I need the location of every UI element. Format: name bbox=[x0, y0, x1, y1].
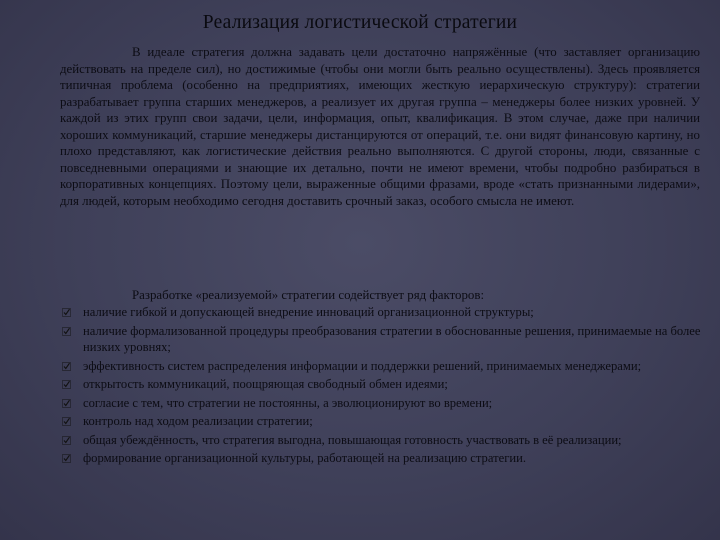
dotted-box-checkmark-icon bbox=[62, 327, 71, 336]
list-item bbox=[62, 358, 702, 375]
factor-text: наличие формализованной процедуры преобразования стратегии в обоснованные решения, принимаемые на более низких уровнях; bbox=[83, 323, 701, 354]
dotted-box-checkmark-icon bbox=[62, 362, 71, 371]
factor-text: эффективность систем распределения информации и поддержки решений, принимаемых менеджерами; bbox=[83, 358, 642, 373]
list-item bbox=[62, 450, 702, 467]
list-item bbox=[62, 395, 702, 412]
list-item bbox=[62, 413, 702, 430]
factor-text: контроль над ходом реализации стратегии; bbox=[83, 414, 313, 428]
dotted-box-checkmark-icon bbox=[62, 417, 71, 426]
list-item bbox=[62, 304, 702, 321]
factor-text: наличие гибкой и допускающей внедрение инноваций организационной структуры; bbox=[83, 305, 534, 319]
dotted-box-checkmark-icon bbox=[62, 399, 71, 408]
factor-text: общая убеждённость, что стратегия выгодна, повышающая готовность участвовать в её реализации; bbox=[83, 432, 622, 447]
dotted-box-checkmark-icon bbox=[62, 380, 71, 389]
factor-text: согласие с тем, что стратегии не постоянны, а эволюционируют во времени; bbox=[83, 395, 493, 410]
list-item bbox=[62, 323, 702, 356]
dotted-box-checkmark-icon bbox=[62, 436, 71, 445]
dotted-box-checkmark-icon bbox=[62, 454, 71, 463]
list-item bbox=[62, 376, 702, 393]
factor-text: формирование организационной культуры, работающей на реализацию стратегии. bbox=[83, 451, 527, 465]
body-paragraph: В идеале стратегия должна задавать цели достаточно напряжённые (что заставляет организацию действовать на пределе сил), но достижимые (чтобы они могли быть реально осуществлены). Здесь проявляется типичная проблема (особенно на предприятиях, имеющих жесткую иерархическую структуру): стратегии разрабатывает группа старших менеджеров, а реализует их другая группа – менеджеры более низких уровней. У каждой из этих групп свои задачи, цели, информация, опыт, квалификация. В этом случае, даже при наличии хороших коммуникаций, старшие менеджеры дистанцируются от операций, т.е. они видят финансовую картину, но плохо представляют, как логистические действия реально выполняются. С другой стороны, люди, связанные с повседневными операциями и знающие их детально, почти не имеют времени, чтобы подробно разбираться в корпоративных концепциях. Поэтому цели, выраженные общими фразами, вроде «стать признанными лидерами», для людей, которым необходимо сегодня доставить срочный заказ, особого смысла не имеют. bbox=[60, 45, 700, 208]
dotted-box-checkmark-icon bbox=[62, 308, 71, 317]
factors-list bbox=[62, 304, 702, 469]
factor-text: открытость коммуникаций, поощряющая свободный обмен идеями; bbox=[83, 377, 448, 391]
slide-title: Реализация логистической стратегии bbox=[202, 12, 518, 33]
list-item bbox=[62, 432, 702, 449]
factors-intro: Разработке «реализуемой» стратегии содействует ряд факторов: bbox=[132, 288, 485, 302]
